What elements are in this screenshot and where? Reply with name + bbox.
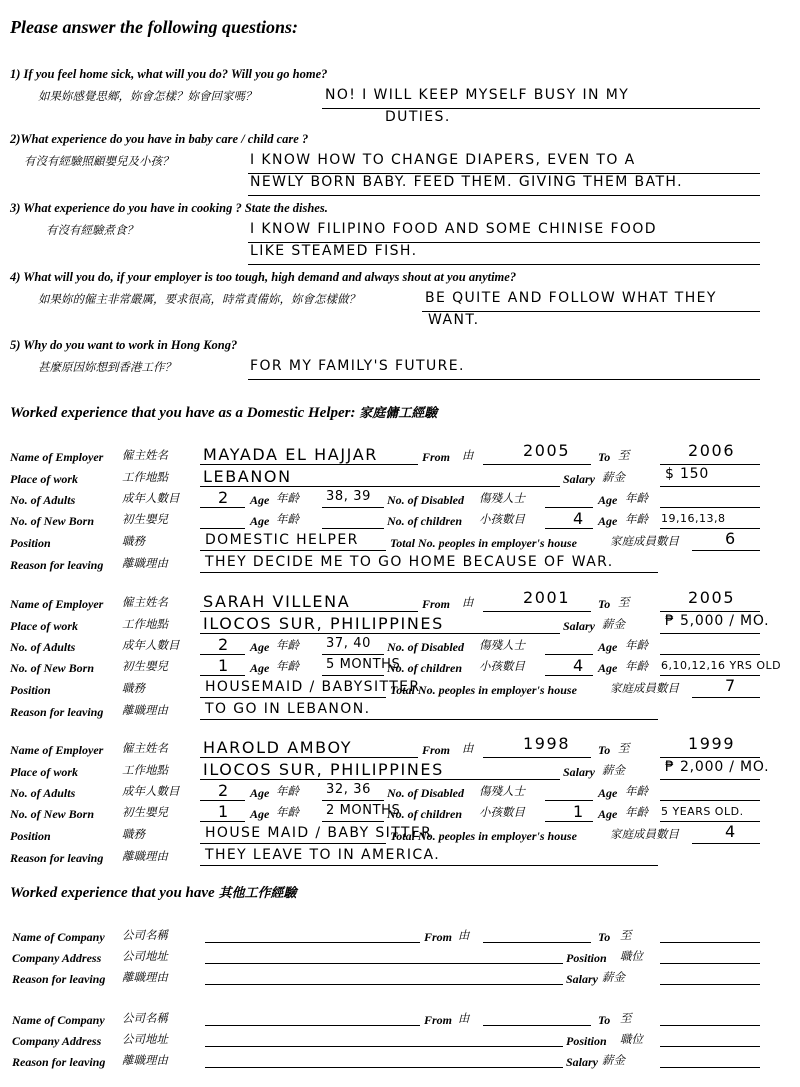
label-employer: Name of Employer xyxy=(10,450,104,464)
label-to-zh: 至 xyxy=(618,743,630,755)
label-disabled: No. of Disabled xyxy=(387,786,464,800)
label-employer-zh: 僱主姓名 xyxy=(122,597,168,609)
label-position-zh: 職位 xyxy=(620,951,643,963)
question-text-zh: 甚麼原因妳想到香港工作？ xyxy=(38,362,176,374)
from-year: 1998 xyxy=(523,734,571,753)
position-value: DOMESTIC HELPER xyxy=(205,532,359,548)
reason-field[interactable] xyxy=(200,865,658,866)
company-from-field[interactable] xyxy=(483,1025,591,1026)
label-employer: Name of Employer xyxy=(10,743,104,757)
label-adults: No. of Adults xyxy=(10,493,76,507)
label-place-zh: 工作地點 xyxy=(122,619,168,631)
reason-value: THEY DECIDE ME TO GO HOME BECAUSE OF WAR. xyxy=(205,554,614,570)
place-of-work: LEBANON xyxy=(203,467,292,486)
answer-line-1: I KNOW HOW TO CHANGE DIAPERS, EVEN TO A xyxy=(250,152,636,168)
label-position: Position xyxy=(10,683,51,697)
label-position: Position xyxy=(10,829,51,843)
total-field[interactable] xyxy=(692,843,760,844)
label-to: To xyxy=(598,930,611,944)
salary-field[interactable] xyxy=(660,486,760,487)
label-children-zh: 小孩數目 xyxy=(479,807,525,819)
count-newborn: 1 xyxy=(218,656,230,675)
label-age: Age xyxy=(598,493,618,507)
total-value: 6 xyxy=(725,529,737,548)
age-newborn: 2 MONTHS xyxy=(326,803,401,818)
count-children: 1 xyxy=(573,802,585,821)
label-to-zh: 至 xyxy=(620,930,632,942)
company-from-field[interactable] xyxy=(483,942,591,943)
label-from-zh: 由 xyxy=(462,450,474,462)
age-adults: 38, 39 xyxy=(326,489,371,504)
age-adults-field[interactable] xyxy=(322,507,384,508)
answer-line-1: NO! I WILL KEEP MYSELF BUSY IN MY xyxy=(325,87,630,103)
label-position: Position xyxy=(10,536,51,550)
count-adults-field[interactable] xyxy=(200,654,245,655)
age-children-field[interactable] xyxy=(660,821,760,822)
age-children: 6,10,12,16 YRS OLD xyxy=(661,659,782,672)
question-text-zh: 有沒有經驗照顧嬰兒及小孩？ xyxy=(24,156,174,168)
label-address-zh: 公司地址 xyxy=(122,1034,168,1046)
label-from: From xyxy=(422,597,451,611)
question-text: 3) What experience do you have in cooking ? State the dishes. xyxy=(10,201,328,215)
answer-line-2: WANT. xyxy=(428,312,480,328)
from-field[interactable] xyxy=(483,757,591,758)
age-disabled-field[interactable] xyxy=(660,507,760,508)
employer-name-field[interactable] xyxy=(200,611,418,612)
label-from: From xyxy=(422,743,451,757)
company-to-field[interactable] xyxy=(660,1025,760,1026)
label-newborn: No. of New Born xyxy=(10,807,95,821)
label-age-zh: 年齡 xyxy=(625,661,648,673)
label-place: Place of work xyxy=(10,765,78,779)
question-text: 4) What will you do, if your employer is too tough, high demand and always shout at you anytime? xyxy=(10,270,517,284)
company-name-field[interactable] xyxy=(205,1025,420,1026)
label-to: To xyxy=(598,743,611,757)
label-newborn-zh: 初生嬰兒 xyxy=(122,514,168,526)
label-total-zh: 家庭成員數目 xyxy=(610,829,679,841)
place-field[interactable] xyxy=(200,779,560,780)
company-name-field[interactable] xyxy=(205,942,420,943)
answer-field-2[interactable] xyxy=(248,264,760,265)
employer-name: MAYADA EL HAJJAR xyxy=(203,445,378,464)
question-text: 5) Why do you want to work in Hong Kong? xyxy=(10,338,238,352)
label-total: Total No. peoples in employer's house xyxy=(390,829,577,843)
label-age-zh: 年齡 xyxy=(625,807,648,819)
label-newborn-zh: 初生嬰兒 xyxy=(122,807,168,819)
reason-value: TO GO IN LEBANON. xyxy=(205,701,371,717)
count-children: 4 xyxy=(573,656,585,675)
answer-field-1[interactable] xyxy=(248,379,760,380)
employer-name-field[interactable] xyxy=(200,757,418,758)
age-children: 19,16,13,8 xyxy=(661,512,726,525)
total-value: 4 xyxy=(725,822,737,841)
answer-field-2[interactable] xyxy=(248,195,760,196)
place-field[interactable] xyxy=(200,486,560,487)
count-children-field[interactable] xyxy=(545,675,593,676)
count-adults-field[interactable] xyxy=(200,507,245,508)
company-reason-field[interactable] xyxy=(205,1067,563,1068)
label-from-zh: 由 xyxy=(462,743,474,755)
label-age-zh: 年齡 xyxy=(276,514,299,526)
label-children-zh: 小孩數目 xyxy=(479,514,525,526)
employer-name: SARAH VILLENA xyxy=(203,592,351,611)
position-field[interactable] xyxy=(200,843,386,844)
age-disabled-field[interactable] xyxy=(660,654,760,655)
count-newborn: 1 xyxy=(218,802,230,821)
position-value: HOUSE MAID / BABY SITTER xyxy=(205,825,433,841)
label-adults-zh: 成年人數目 xyxy=(122,493,180,505)
label-newborn-zh: 初生嬰兒 xyxy=(122,661,168,673)
label-age: Age xyxy=(598,640,618,654)
label-company-zh: 公司名稱 xyxy=(122,1013,168,1025)
label-salary-zh: 薪金 xyxy=(602,765,625,777)
label-total: Total No. peoples in employer's house xyxy=(390,536,577,550)
label-age: Age xyxy=(250,661,270,675)
employer-name: HAROLD AMBOY xyxy=(203,738,353,757)
label-salary: Salary xyxy=(563,765,596,779)
label-adults: No. of Adults xyxy=(10,640,76,654)
label-age: Age xyxy=(598,514,618,528)
label-to-zh: 至 xyxy=(620,1013,632,1025)
label-children-zh: 小孩數目 xyxy=(479,661,525,673)
label-reason-zh: 離職理由 xyxy=(122,558,168,570)
answer-line-2: DUTIES. xyxy=(385,109,451,125)
label-salary-zh: 薪金 xyxy=(602,1055,625,1067)
reason-field[interactable] xyxy=(200,719,658,720)
label-company: Name of Company xyxy=(12,930,105,944)
question-text-zh: 如果妳感覺思鄉，妳會怎樣？妳會回家嗎？ xyxy=(38,91,257,103)
label-from: From xyxy=(422,450,451,464)
label-age-zh: 年齡 xyxy=(625,493,648,505)
label-position-zh: 職位 xyxy=(620,1034,643,1046)
label-reason: Reason for leaving xyxy=(12,1055,106,1069)
label-place: Place of work xyxy=(10,472,78,486)
label-salary: Salary xyxy=(566,1055,599,1069)
age-newborn-field[interactable] xyxy=(322,821,384,822)
label-employer-zh: 僱主姓名 xyxy=(122,743,168,755)
label-age-zh: 年齡 xyxy=(276,661,299,673)
answer-line-1: BE QUITE AND FOLLOW WHAT THEY xyxy=(425,290,717,306)
salary-value: ₱ 2,000 / MO. xyxy=(665,759,770,775)
count-newborn-field[interactable] xyxy=(200,528,245,529)
to-field[interactable] xyxy=(660,611,760,612)
label-from-zh: 由 xyxy=(458,930,470,942)
label-children: No. of children xyxy=(387,807,462,821)
label-reason: Reason for leaving xyxy=(12,972,106,986)
count-children-field[interactable] xyxy=(545,528,593,529)
place-of-work: ILOCOS SUR, PHILIPPINES xyxy=(203,614,444,633)
age-newborn-field[interactable] xyxy=(322,528,384,529)
label-reason-zh: 離職理由 xyxy=(122,851,168,863)
salary-field[interactable] xyxy=(660,779,760,780)
label-reason: Reason for leaving xyxy=(10,558,104,572)
label-age: Age xyxy=(250,786,270,800)
company-position-field[interactable] xyxy=(660,1046,760,1047)
label-age: Age xyxy=(598,786,618,800)
label-company: Name of Company xyxy=(12,1013,105,1027)
label-age-zh: 年齡 xyxy=(625,786,648,798)
label-to-zh: 至 xyxy=(618,597,630,609)
age-children: 5 YEARS OLD. xyxy=(661,805,744,818)
label-adults: No. of Adults xyxy=(10,786,76,800)
reason-field[interactable] xyxy=(200,572,658,573)
company-reason-field[interactable] xyxy=(205,984,563,985)
company-to-field[interactable] xyxy=(660,942,760,943)
label-from-zh: 由 xyxy=(458,1013,470,1025)
salary-value: $ 150 xyxy=(665,466,710,482)
from-year: 2005 xyxy=(523,441,571,460)
to-year: 2006 xyxy=(688,441,736,460)
label-from: From xyxy=(424,930,453,944)
answer-line-1: I KNOW FILIPINO FOOD AND SOME CHINISE FOOD xyxy=(250,221,657,237)
label-adults-zh: 成年人數目 xyxy=(122,786,180,798)
label-to: To xyxy=(598,450,611,464)
place-of-work: ILOCOS SUR, PHILIPPINES xyxy=(203,760,444,779)
from-field[interactable] xyxy=(483,464,591,465)
count-disabled-field[interactable] xyxy=(545,507,593,508)
position-field[interactable] xyxy=(200,550,386,551)
label-age: Age xyxy=(598,807,618,821)
company-position-field[interactable] xyxy=(660,963,760,964)
label-position-zh: 職務 xyxy=(122,683,145,695)
from-year: 2001 xyxy=(523,588,571,607)
label-position: Position xyxy=(566,1034,607,1048)
label-salary: Salary xyxy=(566,972,599,986)
label-total-zh: 家庭成員數目 xyxy=(610,683,679,695)
total-field[interactable] xyxy=(692,550,760,551)
label-employer-zh: 僱主姓名 xyxy=(122,450,168,462)
to-field[interactable] xyxy=(660,757,760,758)
age-children-field[interactable] xyxy=(660,675,760,676)
question-text-zh: 如果妳的僱主非常嚴厲，要求很高，時常責備妳，妳會怎樣做？ xyxy=(38,294,360,306)
label-place-zh: 工作地點 xyxy=(122,765,168,777)
label-age: Age xyxy=(250,493,270,507)
age-children-field[interactable] xyxy=(660,528,760,529)
label-company-zh: 公司名稱 xyxy=(122,930,168,942)
label-children: No. of children xyxy=(387,514,462,528)
answer-line-1: FOR MY FAMILY'S FUTURE. xyxy=(250,358,465,374)
count-adults-field[interactable] xyxy=(200,800,245,801)
label-reason-zh: 離職理由 xyxy=(122,972,168,984)
label-reason-zh: 離職理由 xyxy=(122,705,168,717)
label-disabled: No. of Disabled xyxy=(387,493,464,507)
from-field[interactable] xyxy=(483,611,591,612)
label-from-zh: 由 xyxy=(462,597,474,609)
company-address-field[interactable] xyxy=(205,1046,563,1047)
label-from: From xyxy=(424,1013,453,1027)
count-disabled-field[interactable] xyxy=(545,654,593,655)
label-to: To xyxy=(598,1013,611,1027)
label-employer: Name of Employer xyxy=(10,597,104,611)
label-address: Company Address xyxy=(12,951,102,965)
label-reason-zh: 離職理由 xyxy=(122,1055,168,1067)
age-adults: 37, 40 xyxy=(326,636,371,651)
label-total: Total No. peoples in employer's house xyxy=(390,683,577,697)
count-newborn-field[interactable] xyxy=(200,821,245,822)
label-disabled: No. of Disabled xyxy=(387,640,464,654)
label-age: Age xyxy=(250,640,270,654)
place-field[interactable] xyxy=(200,633,560,634)
label-total-zh: 家庭成員數目 xyxy=(610,536,679,548)
total-value: 7 xyxy=(725,676,737,695)
page-title: Please answer the following questions: xyxy=(10,17,299,37)
position-value: HOUSEMAID / BABYSITTER xyxy=(205,679,421,695)
label-address: Company Address xyxy=(12,1034,102,1048)
count-children: 4 xyxy=(573,509,585,528)
age-adults: 32, 36 xyxy=(326,782,371,797)
count-disabled-field[interactable] xyxy=(545,800,593,801)
label-age: Age xyxy=(250,514,270,528)
age-adults-field[interactable] xyxy=(322,654,384,655)
label-salary-zh: 薪金 xyxy=(602,619,625,631)
label-reason: Reason for leaving xyxy=(10,851,104,865)
label-age-zh: 年齡 xyxy=(276,807,299,819)
other-section-title: Worked experience that you have 其他工作經驗 xyxy=(10,885,297,901)
label-to-zh: 至 xyxy=(618,450,630,462)
salary-value: ₱ 5,000 / MO. xyxy=(665,613,770,629)
label-age-zh: 年齡 xyxy=(276,493,299,505)
label-salary-zh: 薪金 xyxy=(602,472,625,484)
label-salary: Salary xyxy=(563,619,596,633)
count-adults: 2 xyxy=(218,635,230,654)
company-salary-field[interactable] xyxy=(660,1067,760,1068)
question-text: 2)What experience do you have in baby care / child care ? xyxy=(10,132,309,146)
count-children-field[interactable] xyxy=(545,821,593,822)
label-age-zh: 年齡 xyxy=(625,514,648,526)
label-age: Age xyxy=(598,661,618,675)
label-place: Place of work xyxy=(10,619,78,633)
label-age: Age xyxy=(250,807,270,821)
label-age-zh: 年齡 xyxy=(276,786,299,798)
label-adults-zh: 成年人數目 xyxy=(122,640,180,652)
to-year: 2005 xyxy=(688,588,736,607)
question-text-zh: 有沒有經驗煮食？ xyxy=(46,225,138,237)
to-year: 1999 xyxy=(688,734,736,753)
label-position-zh: 職務 xyxy=(122,536,145,548)
label-newborn: No. of New Born xyxy=(10,514,95,528)
answer-line-2: LIKE STEAMED FISH. xyxy=(250,243,418,259)
label-newborn: No. of New Born xyxy=(10,661,95,675)
label-reason: Reason for leaving xyxy=(10,705,104,719)
age-newborn: 5 MONTHS xyxy=(326,657,401,672)
age-adults-field[interactable] xyxy=(322,800,384,801)
answer-line-2: NEWLY BORN BABY. FEED THEM. GIVING THEM BATH. xyxy=(250,174,683,190)
label-position-zh: 職務 xyxy=(122,829,145,841)
salary-field[interactable] xyxy=(660,633,760,634)
count-adults: 2 xyxy=(218,781,230,800)
label-address-zh: 公司地址 xyxy=(122,951,168,963)
label-disabled-zh: 傷殘人士 xyxy=(479,493,525,505)
count-adults: 2 xyxy=(218,488,230,507)
position-field[interactable] xyxy=(200,697,386,698)
total-field[interactable] xyxy=(692,697,760,698)
employer-name-field[interactable] xyxy=(200,464,418,465)
age-disabled-field[interactable] xyxy=(660,800,760,801)
label-age-zh: 年齡 xyxy=(276,640,299,652)
question-text: 1) If you feel home sick, what will you do? Will you go home? xyxy=(10,67,328,81)
company-salary-field[interactable] xyxy=(660,984,760,985)
age-newborn-field[interactable] xyxy=(322,675,384,676)
count-newborn-field[interactable] xyxy=(200,675,245,676)
label-place-zh: 工作地點 xyxy=(122,472,168,484)
label-disabled-zh: 傷殘人士 xyxy=(479,640,525,652)
reason-value: THEY LEAVE TO IN AMERICA. xyxy=(205,847,441,863)
to-field[interactable] xyxy=(660,464,760,465)
label-disabled-zh: 傷殘人士 xyxy=(479,786,525,798)
company-address-field[interactable] xyxy=(205,963,563,964)
dh-section-title: Worked experience that you have as a Domestic Helper: 家庭傭工經驗 xyxy=(10,405,438,421)
label-salary-zh: 薪金 xyxy=(602,972,625,984)
label-to: To xyxy=(598,597,611,611)
label-age-zh: 年齡 xyxy=(625,640,648,652)
label-position: Position xyxy=(566,951,607,965)
label-children: No. of children xyxy=(387,661,462,675)
label-salary: Salary xyxy=(563,472,596,486)
